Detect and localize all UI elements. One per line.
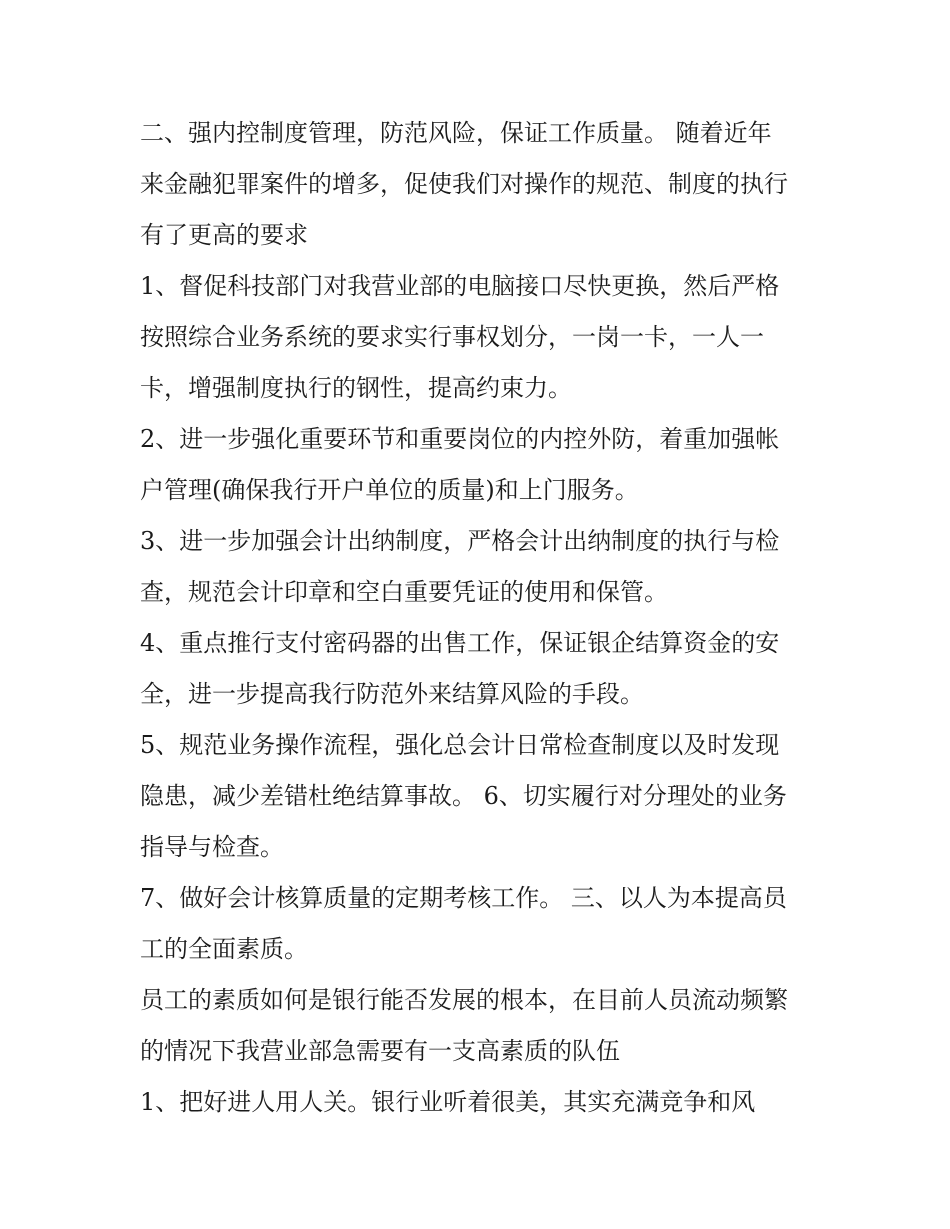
text-line: 1、督促科技部门对我营业部的电脑接口尽快更换，然后严格 [140,272,780,300]
text-line: 二、强内控制度管理，防范风险，保证工作质量。 随着近年 [140,119,772,147]
text-line: 工的全面素质。 [140,935,308,963]
text-line: 5、规范业务操作流程，强化总会计日常检查制度以及时发现 [140,731,780,759]
paragraph-item-2 [140,414,820,516]
paragraph-item-5-6 [140,720,820,873]
text-line: 的情况下我营业部急需要有一支高素质的队伍 [140,1037,620,1065]
text-line: 全，进一步提高我行防范外来结算风险的手段。 [140,680,644,708]
paragraph-item-1 [140,261,820,414]
paragraph-item-4 [140,618,820,720]
text-line: 查，规范会计印章和空白重要凭证的使用和保管。 [140,578,668,606]
text-line: 7、做好会计核算质量的定期考核工作。 三、以人为本提高员 [140,884,787,912]
paragraph-hiring [140,1077,820,1128]
paragraph-staff-quality [140,975,820,1077]
text-line: 隐患，减少差错杜绝结算事故。 6、切实履行对分理处的业务 [140,782,787,810]
paragraph-section-two-intro [140,108,820,261]
text-line: 1、把好进人用人关。银行业听着很美，其实充满竞争和风 [140,1088,756,1116]
text-line: 员工的素质如何是银行能否发展的根本，在目前人员流动频繁 [140,986,788,1014]
text-line: 3、进一步加强会计出纳制度，严格会计出纳制度的执行与检 [140,527,780,555]
text-line: 有了更高的要求 [140,221,308,249]
text-line: 2、进一步强化重要环节和重要岗位的内控外防，着重加强帐 [140,425,780,453]
paragraph-item-3 [140,516,820,618]
document-body [140,108,820,1128]
text-line: 指导与检查。 [140,833,284,861]
text-line: 按照综合业务系统的要求实行事权划分，一岗一卡，一人一 [140,323,764,351]
text-line: 卡，增强制度执行的钢性，提高约束力。 [140,374,572,402]
text-line: 户管理(确保我行开户单位的质量)和上门服务。 [140,476,639,504]
paragraph-item-7-section-three [140,873,820,975]
text-line: 来金融犯罪案件的增多，促使我们对操作的规范、制度的执行 [140,170,788,198]
text-line: 4、重点推行支付密码器的出售工作，保证银企结算资金的安 [140,629,780,657]
